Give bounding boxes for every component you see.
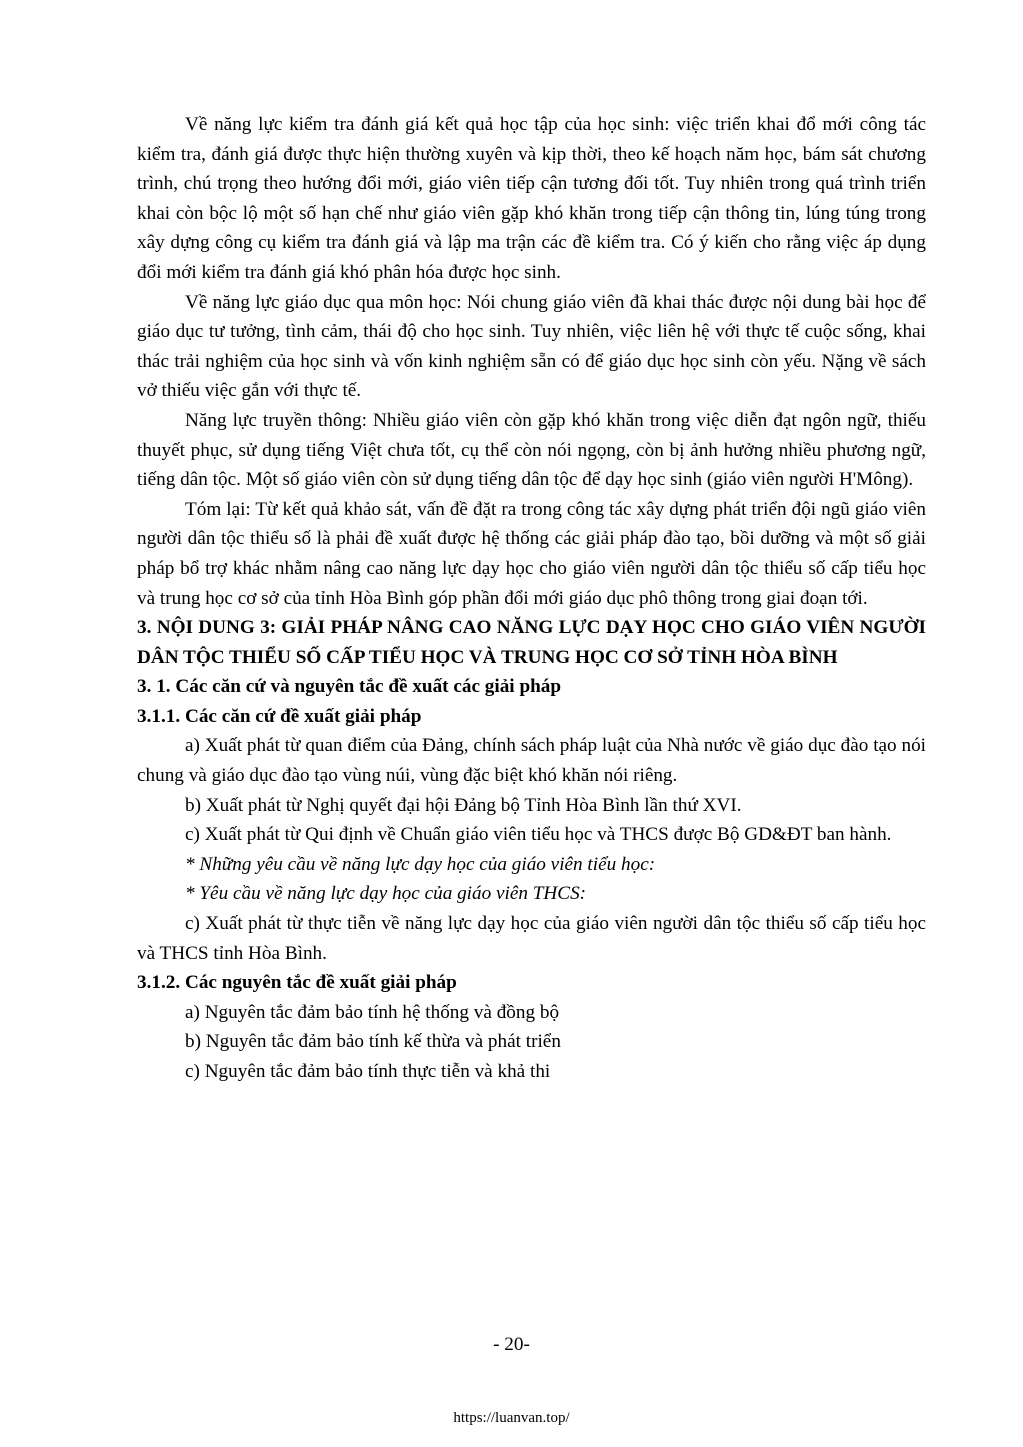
principle-item-a: a) Nguyên tắc đảm bảo tính hệ thống và đồng bộ xyxy=(185,1001,560,1023)
principle-item-b: b) Nguyên tắc đảm bảo tính kế thừa và phát triển xyxy=(185,1031,561,1053)
page-number: - 20- xyxy=(493,1334,530,1355)
subsection-heading-3-1: 3. 1. Các căn cứ và nguyên tắc đề xuất các giải pháp xyxy=(137,676,562,698)
principle-item-c: c) Nguyên tắc đảm bảo tính thực tiễn và khả thi xyxy=(185,1061,551,1082)
basis-item-a: a) Xuất phát từ quan điểm của Đảng, chính sách pháp luật của Nhà nước về giáo dục đào tạo nói chung và giáo dục đào tạo vùng núi, vùng đặc biệt khó khăn nói riêng. xyxy=(137,735,926,787)
subsection-heading-3-1-2: 3.1.2. Các nguyên tắc đề xuất giải pháp xyxy=(137,972,457,994)
footer-url: https://luanvan.top/ xyxy=(453,1410,570,1426)
subsection-heading-3-1-1: 3.1.1. Các căn cứ đề xuất giải pháp xyxy=(137,705,422,727)
paragraph-communication: Năng lực truyền thông: Nhiều giáo viên còn gặp khó khăn trong việc diễn đạt ngôn ngữ, thiếu thuyết phục, sử dụng tiếng Việt chưa tốt, cụ thể còn nói ngọng, còn bị ảnh hưởng nhiều phương ngữ, tiếng dân tộc. Một số giáo viên còn sử dụng tiếng dân tộc để dạy học sinh (giáo viên người H'Mông). xyxy=(137,409,926,491)
paragraph-assessment: Về năng lực kiểm tra đánh giá kết quả học tập của học sinh: việc triển khai đổ mới công tác kiểm tra, đánh giá được thực hiện thường xuyên và kịp thời, theo kế hoạch năm học, bám sát chương trình, chú trọng theo hướng đổi mới, giáo viên tiếp cận tương đối tốt. Tuy nhiên trong quá trình triển khai còn bộc lộ một số hạn chế như giáo viên gặp khó khăn trong tiếp cận thông tin, lúng túng trong xây dựng công cụ kiểm tra đánh giá và lập ma trận các đề kiểm tra. Có ý kiến cho rằng việc áp dụng đổi mới kiểm tra đánh giá khó phân hóa được học sinh. xyxy=(137,114,926,283)
note-primary-teachers: * Những yêu cầu về năng lực dạy học của giáo viên tiểu học: xyxy=(185,853,656,875)
note-secondary-teachers: * Yêu cầu về năng lực dạy học của giáo viên THCS: xyxy=(185,883,587,905)
basis-item-b: b) Xuất phát từ Nghị quyết đại hội Đảng bộ Tỉnh Hòa Bình lần thứ XVI. xyxy=(185,794,742,816)
section-heading: 3. NỘI DUNG 3: GIẢI PHÁP NÂNG CAO NĂNG LỰC DẠY HỌC CHO GIÁO VIÊN NGƯỜI DÂN TỘC THIỂU SỐ CẤP TIỂU HỌC VÀ TRUNG HỌC CƠ SỞ TỈNH HÒA BÌNH xyxy=(137,617,926,668)
paragraph-summary: Tóm lại: Từ kết quả khảo sát, vấn đề đặt ra trong công tác xây dựng phát triển đội ngũ giáo viên người dân tộc thiểu số là phải đề xuất được hệ thống các giải pháp đào tạo, bồi dưỡng và một số giải pháp bổ trợ khác nhằm nâng cao năng lực dạy học cho giáo viên người dân tộc thiểu số cấp tiểu học và trung học cơ sở của tỉnh Hòa Bình góp phần đổi mới giáo dục phô thông trong giai đoạn tới. xyxy=(137,498,926,609)
basis-item-c-practice: c) Xuất phát từ thực tiễn về năng lực dạy học của giáo viên người dân tộc thiểu số cấp tiểu học và THCS tỉnh Hòa Bình. xyxy=(137,913,926,964)
basis-item-c-standards: c) Xuất phát từ Qui định về Chuẩn giáo viên tiểu học và THCS được Bộ GD&ĐT ban hành. xyxy=(185,824,892,846)
document-body xyxy=(137,110,926,1087)
paragraph-subject-education: Về năng lực giáo dục qua môn học: Nói chung giáo viên đã khai thác được nội dung bài học để giáo dục tư tưởng, tình cảm, thái độ cho học sinh. Tuy nhiên, việc liên hệ với thực tế cuộc sống, khai thác trải nghiệm của học sinh và vốn kinh nghiệm sẵn có để giáo dục học sinh còn yếu. Nặng về sách vở thiếu việc gắn với thực tế. xyxy=(137,291,926,402)
